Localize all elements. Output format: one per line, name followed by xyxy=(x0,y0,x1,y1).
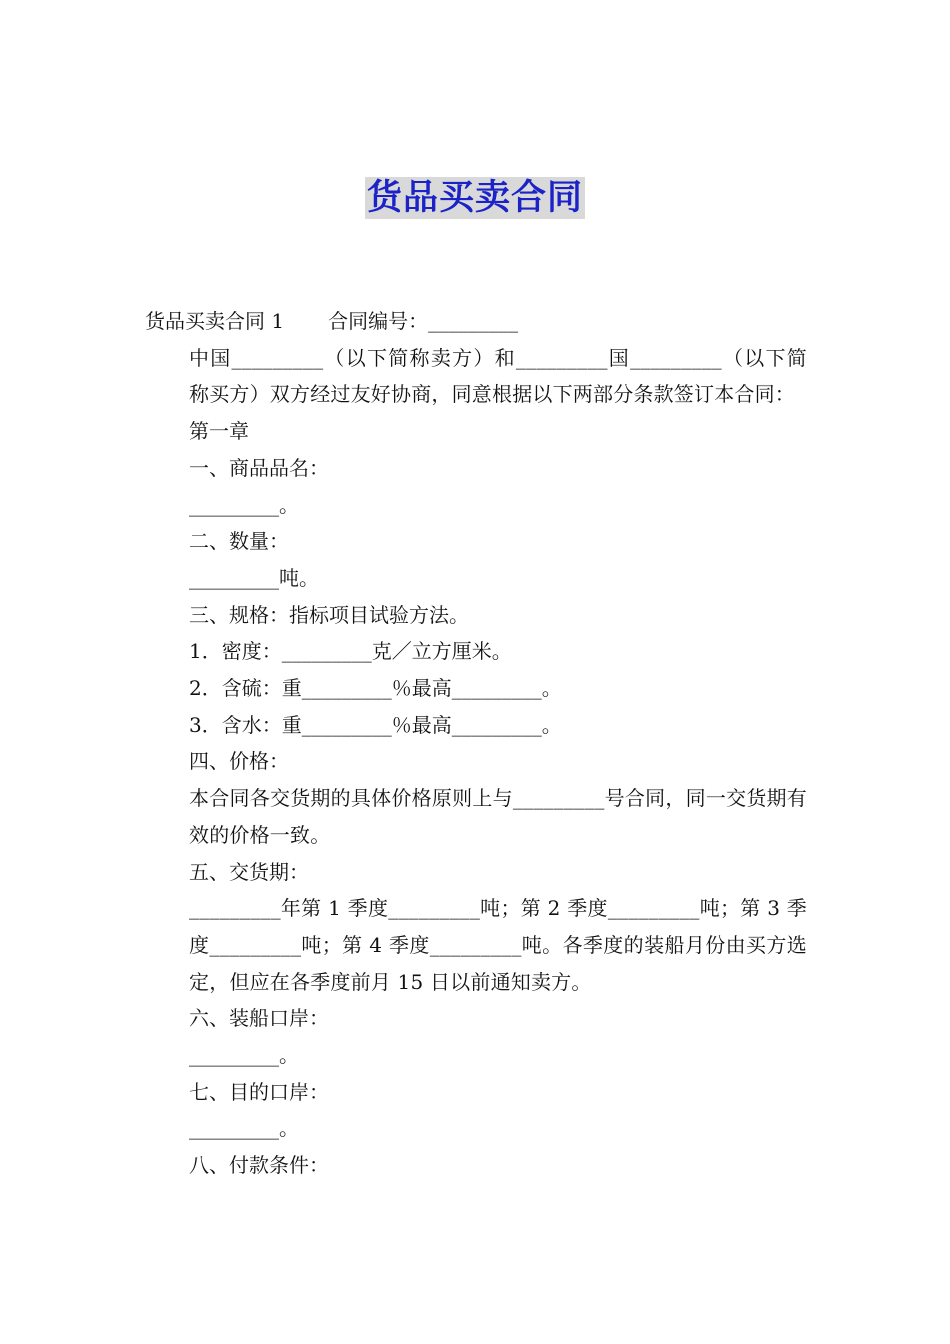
product-name-blank: _________。 xyxy=(189,492,299,517)
section-loading-port: 六、装船口岸： xyxy=(189,1006,329,1031)
loading-port-blank: _________。 xyxy=(189,1043,299,1068)
section-price: 四、价格： xyxy=(189,749,289,774)
section-quantity: 二、数量： xyxy=(189,529,289,554)
spec-water: 3．含水：重_________％最高_________。 xyxy=(189,712,562,737)
chapter-heading: 第一章 xyxy=(189,419,249,444)
section-specification: 三、规格：指标项目试验方法。 xyxy=(189,602,469,627)
contract-body xyxy=(145,303,807,1184)
destination-port-blank: _________。 xyxy=(189,1116,299,1141)
spec-density: 1．密度：_________克／立方厘米。 xyxy=(189,639,512,664)
contract-number: 合同编号：_________ xyxy=(328,309,519,333)
delivery-paragraph: _________年第 1 季度_________吨；第 2 季度_________吨；第 3 季度_________吨；第 4 季度_________吨。各季度的装船月份由买方选定，但应在各季度前月 15 日以前通知卖方。 xyxy=(189,896,807,994)
price-paragraph: 本合同各交货期的具体价格原则上与_________号合同，同一交货期有效的价格一致。 xyxy=(189,786,807,847)
section-destination-port: 七、目的口岸： xyxy=(189,1079,329,1104)
quantity-blank: _________吨。 xyxy=(189,565,319,590)
contract-header-line xyxy=(145,303,807,340)
spec-sulfur: 2．含硫：重_________％最高_________。 xyxy=(189,676,562,701)
section-payment-terms: 八、付款条件： xyxy=(189,1153,329,1178)
parties-paragraph: 中国_________（以下简称卖方）和_________国_________（以下简称买方）双方经过友好协商，同意根据以下两部分条款签订本合同： xyxy=(189,345,807,407)
document-title: 货品买卖合同 xyxy=(366,178,583,218)
section-product-name: 一、商品品名： xyxy=(189,455,329,480)
section-delivery-period: 五、交货期： xyxy=(189,859,309,884)
title-container xyxy=(0,177,950,219)
contract-name: 货品买卖合同 1 xyxy=(145,309,285,333)
